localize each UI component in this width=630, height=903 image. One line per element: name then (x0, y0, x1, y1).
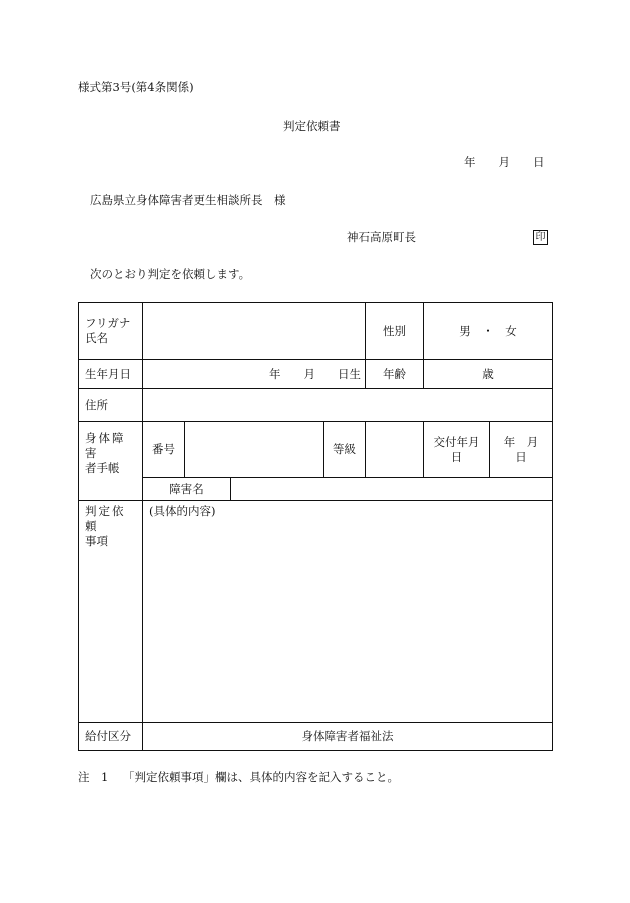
request-detail-field[interactable] (143, 501, 553, 723)
age-value[interactable]: 歳 (424, 360, 553, 389)
footnote-marker: 注 1 (78, 770, 109, 784)
date-line: 年 月 日 (464, 155, 545, 169)
benefit-label: 給付区分 (79, 723, 143, 751)
number-label: 番号 (143, 422, 185, 478)
benefit-value: 身体障害者福祉法 (143, 723, 553, 751)
row-address (79, 389, 553, 422)
address-field[interactable] (143, 389, 553, 422)
row-name (79, 303, 553, 360)
birthdate-label: 生年月日 (79, 360, 143, 389)
issue-date-value[interactable]: 年 月 日 (490, 422, 553, 478)
name-field[interactable] (143, 303, 366, 360)
row-request (79, 501, 553, 723)
name-label-cell (79, 303, 143, 360)
age-label: 年齢 (366, 360, 424, 389)
row-disability (79, 478, 553, 501)
name-label: 氏名 (85, 331, 108, 345)
row-birthdate (79, 360, 553, 389)
disability-name-field[interactable] (231, 478, 553, 501)
row-handbook (79, 422, 553, 478)
handbook-label-cell (79, 422, 143, 501)
grade-label: 等級 (324, 422, 366, 478)
disability-name-label: 障害名 (143, 478, 231, 501)
address-label: 住所 (79, 389, 143, 422)
grade-field[interactable] (366, 422, 424, 478)
furigana-label: フリガナ (85, 316, 131, 330)
handbook-label-line2: 者手帳 (85, 460, 120, 475)
intro-text: 次のとおり判定を依頼します。 (90, 267, 251, 281)
issue-date-label: 交付年月日 (424, 422, 490, 478)
birthdate-value[interactable]: 年 月 日生 (143, 360, 366, 389)
sender: 神石高原町長 (347, 230, 416, 244)
addressee: 広島県立身体障害者更生相談所長 様 (90, 193, 286, 207)
gender-value[interactable]: 男 ・ 女 (424, 303, 553, 360)
document-title: 判定依頼書 (283, 119, 341, 133)
request-form-table (78, 302, 553, 751)
seal-mark: 印 (533, 230, 548, 245)
handbook-label-line1: 身体障害 (85, 430, 126, 460)
gender-label: 性別 (366, 303, 424, 360)
form-number: 様式第3号(第4条関係) (78, 80, 194, 94)
request-label-cell (79, 501, 143, 723)
row-benefit (79, 723, 553, 751)
request-label-line2: 事項 (85, 534, 108, 548)
request-detail-label: (具体的内容) (149, 504, 216, 518)
request-label-line1: 判定依頼 (85, 504, 126, 533)
footnote-text: 「判定依頼事項」欄は、具体的内容を記入すること。 (123, 770, 399, 784)
number-field[interactable] (185, 422, 324, 478)
